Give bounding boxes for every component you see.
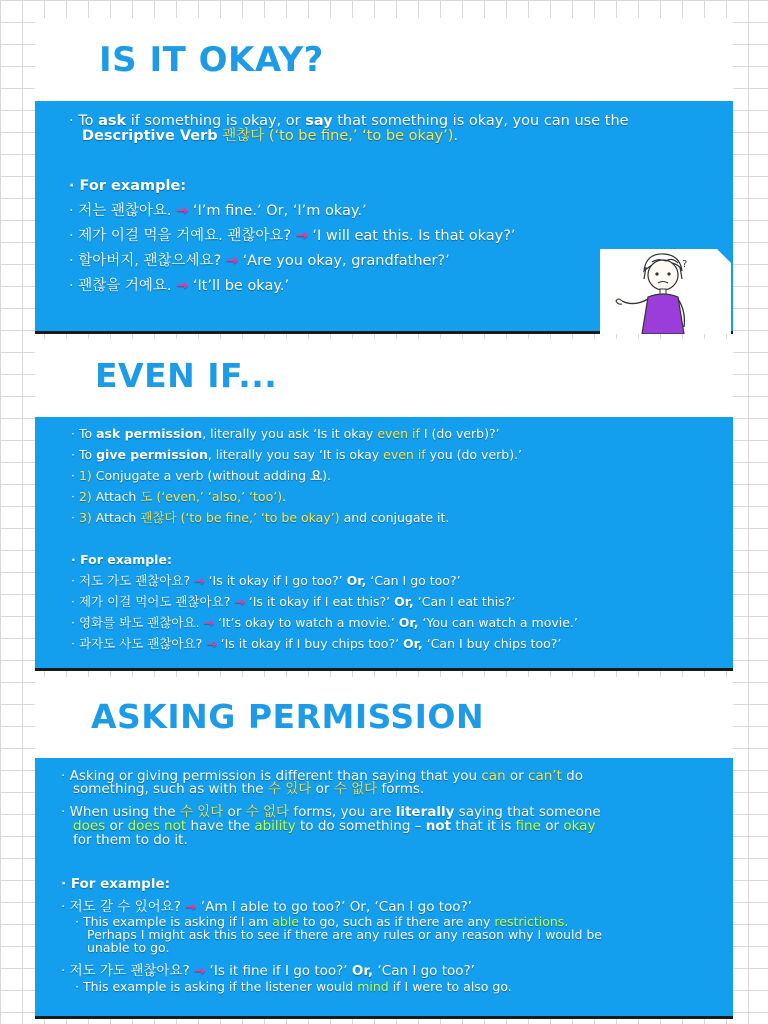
text-line: does or does not have the ability to do something – not that it is fine or okay bbox=[73, 818, 596, 834]
slide-is-it-okay bbox=[35, 18, 733, 334]
example-line: · 저도 가도 괜찮아요? → ‘Is it fine if I go too?’ Or, ‘Can I go too?’ bbox=[61, 963, 475, 979]
text-line: for them to do it. bbox=[73, 832, 188, 848]
example-line: · 저도 가도 괜찮아요? → ‘Is it okay if I go too?’ Or, ‘Can I go too?’ bbox=[71, 573, 461, 588]
example-line: · 저는 괜찮아요. → ‘I’m fine.’ Or, ‘I’m okay.’ bbox=[69, 203, 367, 219]
arrow-icon: → bbox=[176, 278, 189, 294]
slide-even-if bbox=[35, 339, 733, 671]
arrow-icon: → bbox=[295, 228, 308, 244]
text-line: · For example: bbox=[61, 876, 171, 892]
step-line: · 1) Conjugate a verb (without adding 요). bbox=[71, 468, 332, 483]
arrow-icon: → bbox=[225, 253, 238, 269]
example-line: · 영화를 봐도 괜찮아요. → ‘It’s okay to watch a movie.’ Or, ‘You can watch a movie.’ bbox=[71, 615, 578, 630]
arrow-icon: → bbox=[176, 203, 189, 219]
arrow-icon: → bbox=[194, 573, 205, 588]
text-line: · For example: bbox=[71, 552, 172, 567]
arrow-icon: → bbox=[206, 636, 217, 651]
slide-title-is-it-okay: IS IT OKAY? bbox=[99, 40, 324, 80]
step-line: · 3) Attach 괜찮다 (‘to be fine,’ ‘to be okay’) and conjugate it. bbox=[71, 510, 450, 525]
explanation-line: · This example is asking if the listener would mind if I were to also go. bbox=[75, 979, 512, 994]
text-line: Descriptive Verb 괜찮다 (‘to be fine,’ ‘to be okay’). bbox=[82, 128, 458, 144]
confused-girl-illustration bbox=[600, 249, 731, 334]
example-line: · 저도 갈 수 있어요? → ‘Am I able to go too?’ Or, ‘Can I go too?’ bbox=[61, 899, 473, 915]
arrow-icon: → bbox=[234, 594, 245, 609]
arrow-icon: → bbox=[193, 963, 206, 979]
explanation-line: unable to go. bbox=[87, 940, 170, 955]
example-line: · 제가 이걸 먹을 거예요. 괜찮아요? → ‘I will eat this. Is that okay?’ bbox=[69, 228, 516, 244]
arrow-icon: → bbox=[203, 615, 215, 630]
slide-asking-permission bbox=[35, 677, 733, 1019]
explanation-line: · This example is asking if I am able to go, such as if there are any restrictions. bbox=[75, 914, 569, 929]
example-line: · 괜찮을 거예요. → ‘It’ll be okay.’ bbox=[69, 278, 290, 294]
step-line: · 2) Attach 도 (‘even,’ ‘also,’ ‘too’). bbox=[71, 489, 287, 504]
slide-title-asking-permission: ASKING PERMISSION bbox=[91, 697, 485, 736]
content-panel-asking-permission bbox=[35, 758, 733, 1019]
text-line: · To ask if something is okay, or say that something is okay, you can use the bbox=[69, 113, 629, 129]
text-line: · To ask permission, literally you ask ‘Is it okay even if I (do verb)?’ bbox=[71, 426, 500, 441]
explanation-line: Perhaps I might ask this to see if there are any rules or any reason why I would be bbox=[87, 927, 603, 942]
content-panel-even-if bbox=[35, 417, 733, 671]
example-line: · 할아버지, 괜찮으세요? → ‘Are you okay, grandfather?’ bbox=[69, 253, 450, 269]
slide-title-even-if: EVEN IF... bbox=[95, 356, 278, 395]
example-line: · 제가 이걸 먹어도 괜찮아요? → ‘Is it okay if I eat this?’ Or, ‘Can I eat this?’ bbox=[71, 594, 516, 609]
question-mark-icon: ? bbox=[682, 259, 688, 270]
text-line: something, such as with the 수 있다 or 수 없다 forms. bbox=[73, 781, 425, 797]
arrow-icon: → bbox=[185, 899, 197, 915]
text-line: · Asking or giving permission is different than saying that you can or can’t do bbox=[61, 768, 584, 784]
text-line: · To give permission, literally you say ‘It is okay even if you (do verb).’ bbox=[71, 447, 523, 462]
text-line: · When using the 수 있다 or 수 없다 forms, you are literally saying that someone bbox=[61, 804, 601, 820]
example-line: · 과자도 사도 괜찮아요? → ‘Is it okay if I buy chips too?’ Or, ‘Can I buy chips too?’ bbox=[71, 636, 562, 651]
text-line: · For example: bbox=[69, 178, 187, 194]
content-panel-is-it-okay bbox=[35, 101, 733, 334]
